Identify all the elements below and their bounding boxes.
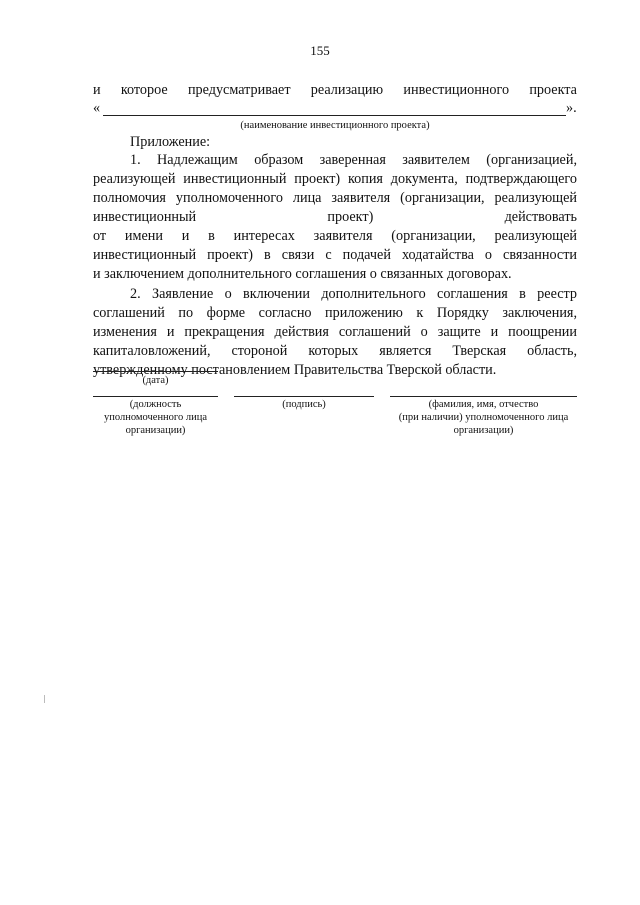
item1-line: реализующей инвестиционный проект) копия документа, подтверждающего <box>93 171 577 187</box>
name-rule <box>390 396 577 397</box>
page-number: 155 <box>310 43 330 58</box>
attachment-heading: Приложение: <box>130 134 211 150</box>
intro-word: проекта <box>529 82 577 98</box>
item1-line: 1. Надлежащим образом заверенная заявителем (организацией, <box>130 152 577 168</box>
date-rule <box>93 371 218 372</box>
project-name-blank <box>103 115 566 116</box>
item1-line: и заключением дополнительного соглашения о связанных договорах. <box>93 266 512 282</box>
item2-line: соглашений по форме согласно приложению к Порядку заключения, <box>93 305 577 321</box>
scan-mark <box>44 695 45 703</box>
position-label <box>85 398 226 437</box>
project-name-caption: (наименование инвестиционного проекта) <box>240 120 430 131</box>
intro-line <box>93 81 577 101</box>
name-label-line: (при наличии) уполномоченного лица <box>398 412 569 423</box>
intro-word: реализацию <box>310 82 384 98</box>
intro-word: и <box>93 82 101 98</box>
open-quote: « <box>93 100 101 116</box>
intro-word: предусматривает <box>187 82 291 98</box>
item2-line: 2. Заявление о включении дополнительного соглашения в реестр <box>130 286 577 302</box>
position-label-line: (должность <box>129 399 182 410</box>
item2-line: изменения и прекращения действия соглашений о защите и поощрении <box>93 324 577 340</box>
date-label: (дата) <box>142 375 169 386</box>
signature-rule <box>234 396 374 397</box>
item2-line: утвержденному постановлением Правительства Тверской области. <box>93 362 497 378</box>
position-rule <box>93 396 218 397</box>
intro-word: которое <box>120 82 168 98</box>
item1-line: инвестиционный проект) действовать <box>93 209 577 225</box>
name-label <box>380 398 587 437</box>
close-quote: ». <box>566 100 577 116</box>
item1-line: от имени и в интересах заявителя (организации, реализующей <box>93 228 577 244</box>
position-label-line: уполномоченного лица <box>103 412 207 423</box>
item1-line: инвестиционный проект) в связи с подачей ходатайства о связанности <box>93 247 577 263</box>
signature-label: (подпись) <box>282 399 326 410</box>
name-label-line: организации) <box>453 425 514 436</box>
position-label-line: организации) <box>125 425 186 436</box>
intro-word: инвестиционного <box>403 82 510 98</box>
name-label-line: (фамилия, имя, отчество <box>428 399 539 410</box>
item2-line: капиталовложений, стороной которых является Тверская область, <box>93 343 577 359</box>
item1-line: полномочия уполномоченного лица заявителя (организации, реализующей <box>93 190 577 206</box>
